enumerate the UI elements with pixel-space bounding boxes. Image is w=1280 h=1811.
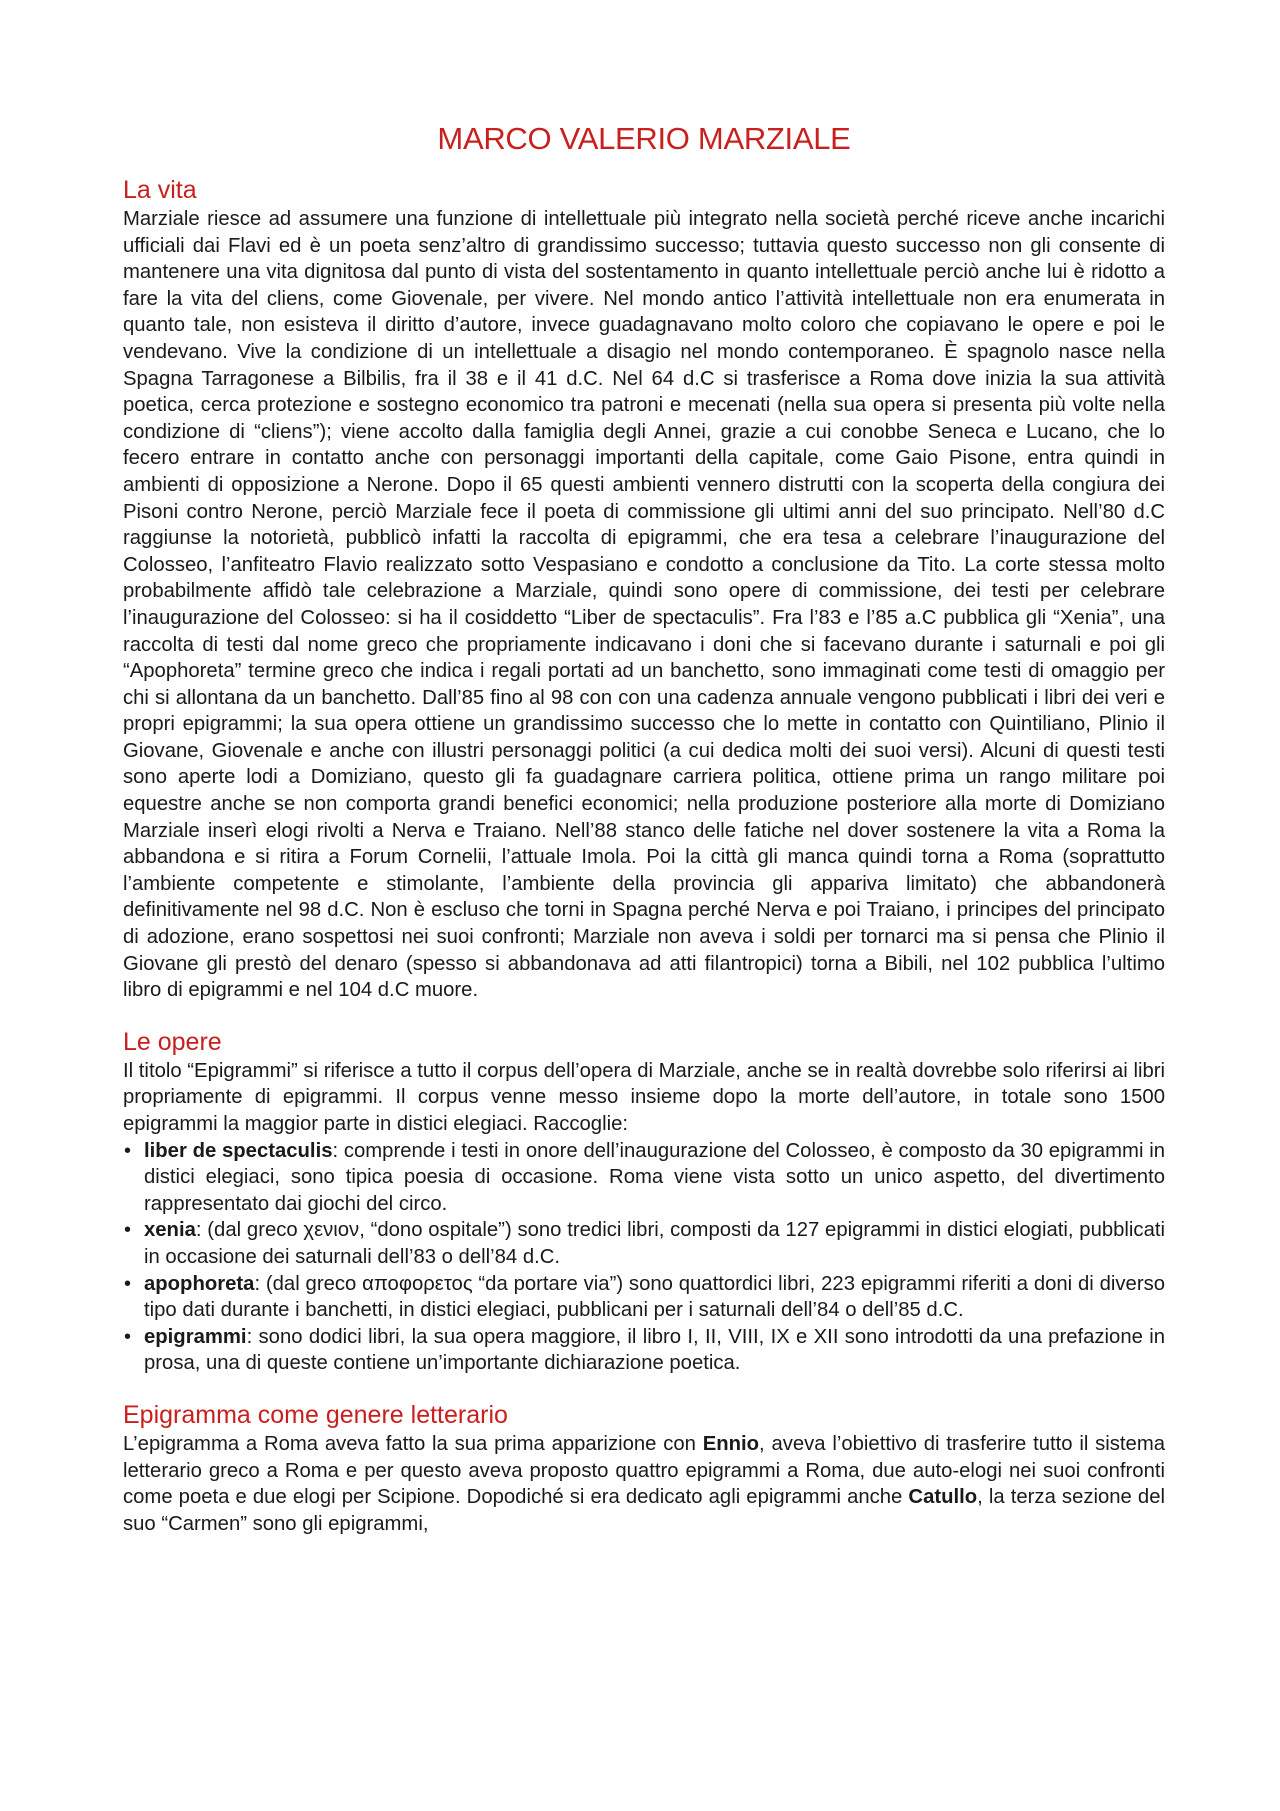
- genere-bold-ennio: Ennio: [702, 1432, 760, 1455]
- list-item-term: epigrammi: [144, 1325, 247, 1348]
- section-heading-vita: La vita: [123, 176, 197, 204]
- genere-text-part-2: , aveva l’obiettivo di trasferire tutto il sistema letterario greco a Roma e per questo aveva proposto quattro epigrammi a Roma, due auto-elogi nei suoi confronti come poeta e due elogi per Scipione. Dopodiché si era dedicato agli epigrammi anche: [123, 1432, 1165, 1509]
- bullet-icon: •: [124, 1139, 132, 1162]
- document-page: [123, 118, 1165, 1559]
- bullet-icon: •: [124, 1272, 132, 1295]
- list-item-term: apophoreta: [144, 1272, 255, 1295]
- section-heading-opere: Le opere: [123, 1027, 222, 1056]
- list-item: [123, 1271, 1165, 1324]
- section-opere: [123, 1026, 1165, 1377]
- list-item: [123, 1324, 1165, 1377]
- list-item-text: : sono dodici libri, la sua opera maggiore, il libro I, II, VIII, IX e XII sono introdotti da una prefazione in prosa, una di queste contiene un’importante dichiarazione poetica.: [144, 1325, 1165, 1375]
- section-heading-genere: Epigramma come genere letterario: [123, 1400, 508, 1429]
- section-genere: [123, 1399, 1165, 1537]
- vita-paragraph: Marziale riesce ad assumere una funzione di intellettuale più integrato nella società perché riceve anche incarichi ufficiali dai Flavi ed è un poeta senz’altro di grandissimo successo; tuttavia questo successo non gli consente di mantenere una vita dignitosa dal punto di vista del sostentamento in quanto intellettuale perciò anche lui è ridotto a fare la vita del cliens, come Giovenale, per vivere. Nel mondo antico l’attività intellettuale non era enumerata in quanto tale, non esisteva il diritto d’autore, invece guadagnavano molto coloro che copiavano le opere e poi le vendevano. Vive la condizione di un intellettuale a disagio nel mondo contemporaneo. È spagnolo nasce nella Spagna Tarragonese a Bilbilis, fra il 38 e il 41 d.C. Nel 64 d.C si trasferisce a Roma dove inizia la sua attività poetica, cerca protezione e sostegno economico tra patroni e mecenati (nella sua opera si presenta più volte nella condizione di “cliens”); viene accolto dalla famiglia degli Annei, grazie a cui conobbe Seneca e Lucano, che lo fecero entrare in contatto anche con personaggi importanti della capitale, come Gaio Pisone, entra quindi in ambienti di opposizione a Nerone. Dopo il 65 questi ambienti vennero distrutti con la scoperta della congiura dei Pisoni contro Nerone, perciò Marziale fece il poeta di commissione gli ultimi anni del suo principato. Nell’80 d.C raggiunse la notorietà, pubblicò infatti la raccolta di epigrammi, che era tesa a celebrare l’inaugurazione del Colosseo, l’anfiteatro Flavio realizzato sotto Vespasiano e condotto a conclusione da Tito. La corte stessa molto probabilmente affidò tale celebrazione a Marziale, quindi sono opere di commissione, dei testi per celebrare l’inaugurazione del Colosseo: si ha il cosiddetto “Liber de spectaculis”. Fra l’83 e l’85 a.C pubblica gli “Xenia”, una raccolta di testi dal nome greco che propriamente indicavano i doni che si facevano durante i saturnali e poi gli “Apophoreta” termine greco che indica i regali portati ad un banchetto, sono immaginati come testi di omaggio per chi si allontana da un banchetto. Dall’85 fino al 98 con con una cadenza annuale vengono pubblicati i libri dei veri e propri epigrammi; la sua opera ottiene un grandissimo successo che lo mette in contatto con Quintiliano, Plinio il Giovane, Giovenale e anche con illustri personaggi politici (a cui dedica molti dei suoi versi). Alcuni di questi testi sono aperte lodi a Domiziano, questo gli fa guadagnare carriera politica, ottiene prima un rango militare poi equestre anche se non comporta grandi benefici economici; nella produzione posteriore alla morte di Domiziano Marziale inserì elogi rivolti a Nerva e Traiano. Nell’88 stanco delle fatiche nel dover sostenere la vita a Roma la abbandona e si ritira a Forum Cornelii, l’attuale Imola. Poi la città gli manca quindi torna a Roma (soprattutto l’ambiente competente e stimolante, l’ambiente della provincia gli appariva limitato) che abbandonerà definitivamente nel 98 d.C. Non è escluso che torni in Spagna perché Nerva e poi Traiano, i principes del principato di adozione, erano sospettosi nei suoi confronti; Marziale non aveva i soldi per tornarci ma si pensa che Plinio il Giovane gli prestò del denaro (spesso si abbandonava ad atti filantropici) torna a Bibili, nel 102 pubblica l’ultimo libro di epigrammi e nel 104 d.C muore.: [123, 208, 1165, 1002]
- genere-bold-catullo: Catullo: [908, 1486, 978, 1509]
- genere-paragraph: [123, 1431, 1165, 1537]
- list-item-text: : (dal greco αποφορετος “da portare via”) sono quattordici libri, 223 epigrammi riferiti a doni di diverso tipo dati durante i banchetti, in distici elegiaci, pubblicani per i saturnali dell’84 o dell’85 d.C.: [144, 1272, 1165, 1322]
- opere-intro-paragraph: Il titolo “Epigrammi” si riferisce a tutto il corpus dell’opera di Marziale, anche se in realtà dovrebbe solo riferirsi ai libri propriamente di epigrammi. Il corpus venne messo insieme dopo la morte dell’autore, in totale sono 1500 epigrammi la maggior parte in distici elegiaci. Raccoglie:: [123, 1059, 1165, 1135]
- section-vita: [123, 174, 1165, 1004]
- document-title: MARCO VALERIO MARZIALE: [437, 121, 851, 156]
- list-item-text: : comprende i testi in onore dell’inaugurazione del Colosseo, è composto da 30 epigrammi in distici elegiaci, sono tipica poesia di occasione. Roma viene vista sotto un unico aspetto, del divertimento rappresentato dai giochi del circo.: [144, 1139, 1165, 1215]
- list-item: [123, 1138, 1165, 1218]
- opere-list: [123, 1138, 1165, 1377]
- list-item-term: liber de spectaculis: [144, 1139, 333, 1162]
- list-item-term: xenia: [144, 1219, 196, 1242]
- genere-text-part-3: , la terza sezione del suo “Carmen” sono gli epigrammi,: [123, 1486, 1165, 1535]
- list-item-text: : (dal greco χενιον, “dono ospitale”) sono tredici libri, composti da 127 epigrammi in distici elogiati, pubblicati in occasione dei saturnali dell’83 o dell’84 d.C.: [144, 1219, 1165, 1268]
- bullet-icon: •: [124, 1219, 132, 1242]
- list-item: [123, 1217, 1165, 1270]
- genere-text-part-1: L’epigramma a Roma aveva fatto la sua prima apparizione con: [123, 1432, 703, 1455]
- bullet-icon: •: [124, 1325, 132, 1348]
